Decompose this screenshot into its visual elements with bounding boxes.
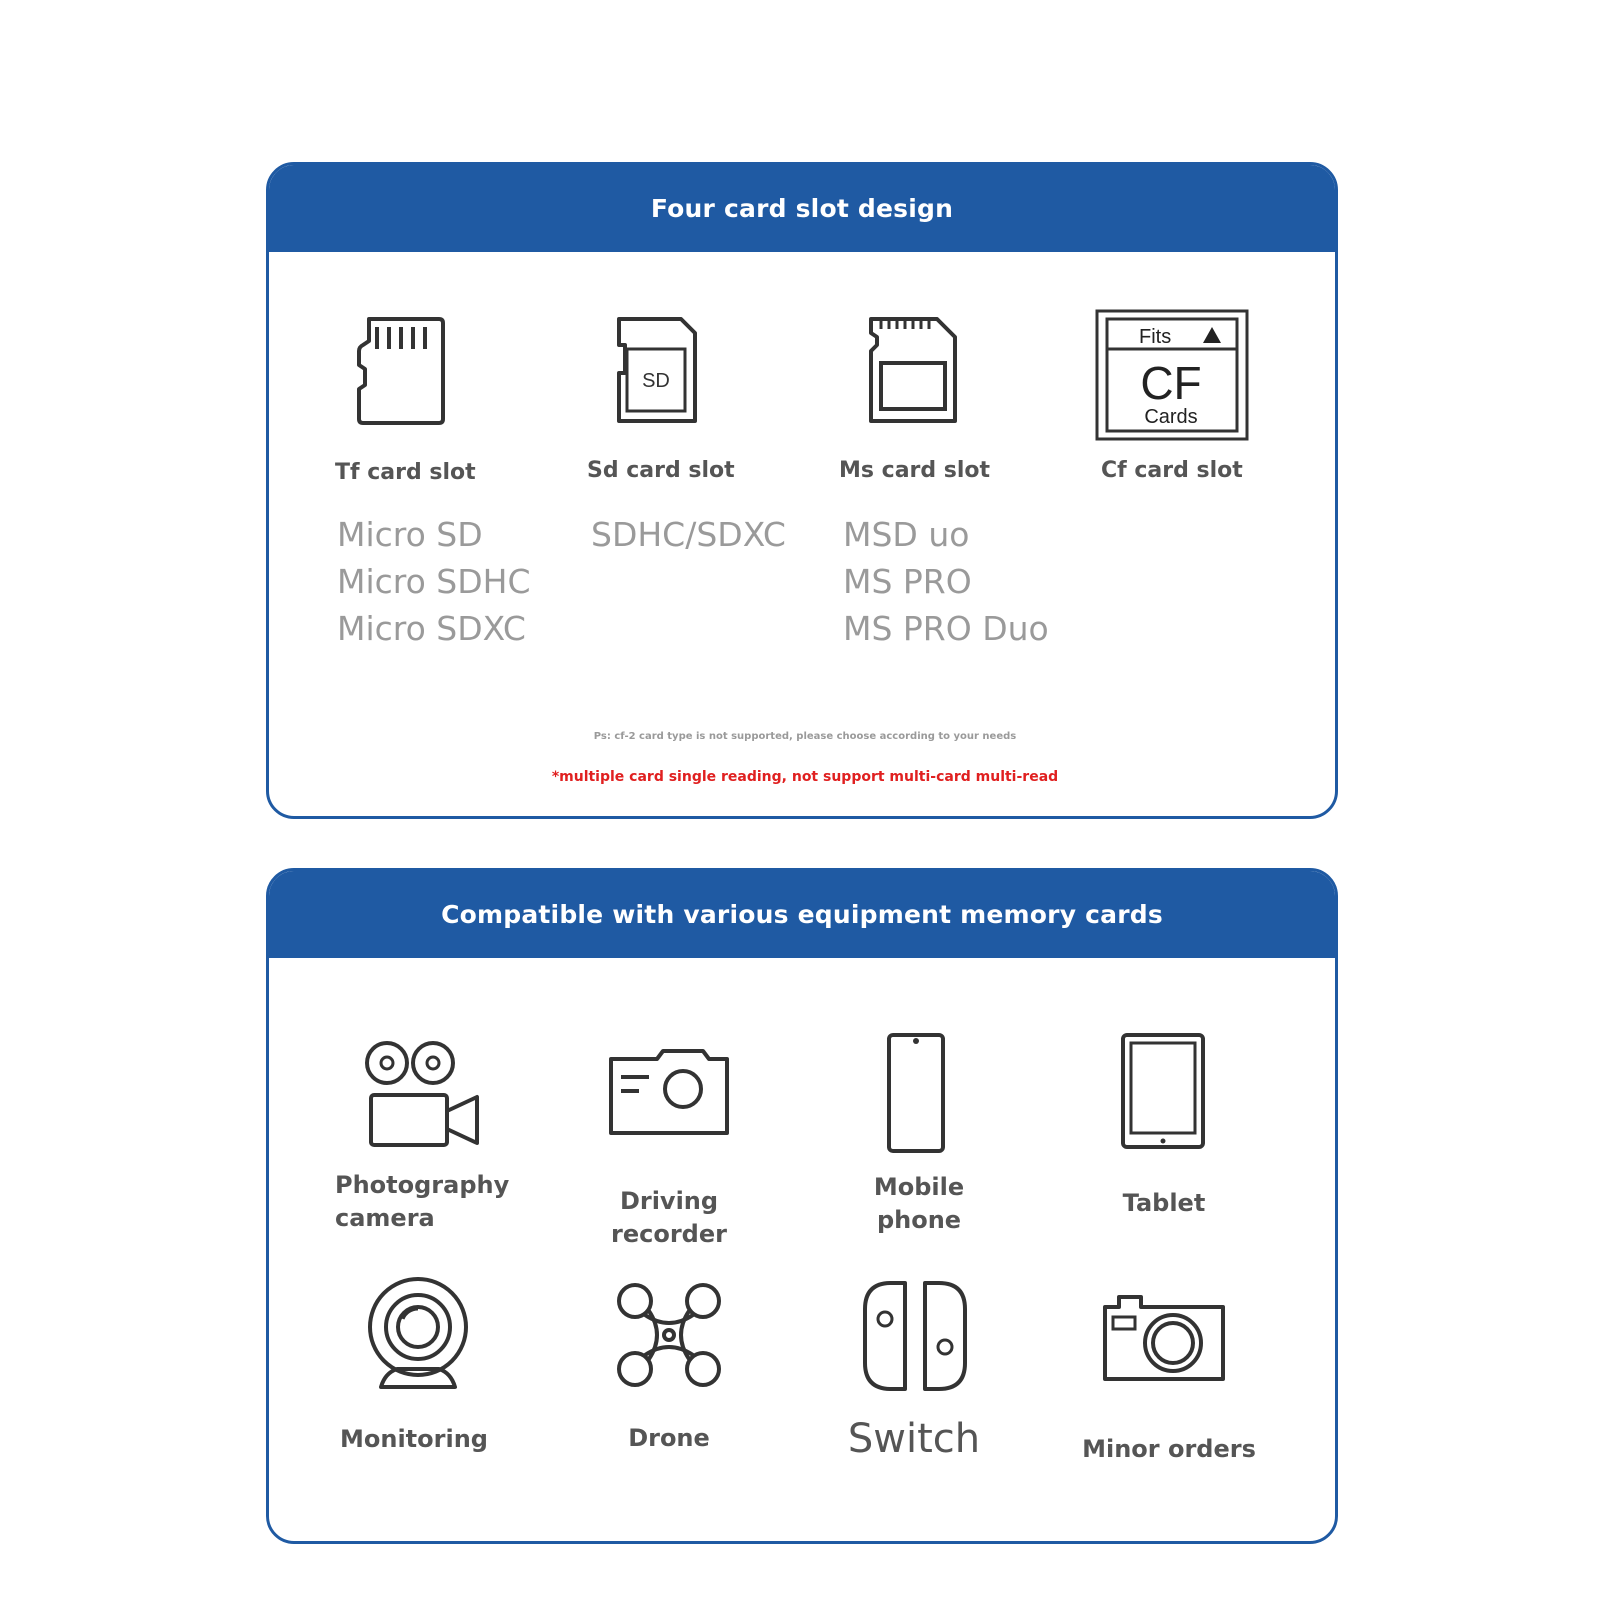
cf-icon-cf-text: CF [1140, 357, 1202, 409]
cf-card-icon [1095, 309, 1249, 441]
tablet-icon [1119, 1031, 1207, 1151]
cf-icon-fits-text: Fits [1139, 326, 1172, 348]
ms-type-list [843, 511, 1049, 652]
tf-type-item: Micro SDXC [337, 609, 526, 648]
ms-type-item: MS PRO [843, 562, 972, 601]
card-slot-panel [266, 162, 1338, 819]
tf-type-item: Micro SD [337, 515, 483, 554]
cf-slot-label: Cf card slot [1101, 458, 1243, 483]
switch-console-icon [861, 1279, 969, 1393]
sd-slot-label: Sd card slot [587, 458, 735, 483]
webcam-icon [363, 1275, 473, 1395]
cf2-note: Ps: cf-2 card type is not supported, please choose according to your needs [593, 731, 1017, 742]
sd-type-item: SDHC/SDXC [591, 515, 786, 554]
device-label-mobile-phone: Mobile phone [873, 1173, 965, 1234]
ms-card-icon [867, 315, 959, 425]
device-label-driving-recorder: Driving recorder [611, 1187, 727, 1248]
mobile-phone-icon [885, 1031, 947, 1155]
drone-icon [615, 1281, 723, 1389]
cf-icon-cards-text: Cards [1144, 406, 1198, 428]
micro-sd-card-icon [355, 315, 447, 427]
device-label-monitoring: Monitoring [340, 1425, 488, 1453]
multi-read-warning: *multiple card single reading, not support multi-card multi-read [551, 769, 1059, 785]
devices-panel [266, 868, 1338, 1544]
sd-type-list [591, 511, 786, 558]
sd-card-icon-text: SD [642, 370, 670, 392]
tf-slot-label: Tf card slot [335, 460, 476, 485]
ms-type-item: MSD uo [843, 515, 970, 554]
device-label-drone: Drone [628, 1424, 710, 1452]
dash-camera-icon [607, 1047, 731, 1137]
video-camera-icon [363, 1039, 483, 1151]
device-label-tablet: Tablet [1122, 1189, 1206, 1217]
device-label-photography-camera: Photography camera [335, 1171, 510, 1232]
tf-type-item: Micro SDHC [337, 562, 531, 601]
ms-slot-label: Ms card slot [839, 458, 991, 483]
tf-type-list [337, 511, 531, 652]
ms-type-item: MS PRO Duo [843, 609, 1049, 648]
sd-card-icon [615, 315, 699, 425]
device-label-minor-orders: Minor orders [1082, 1435, 1256, 1463]
device-label-switch: Switch [847, 1416, 981, 1462]
photo-camera-icon [1101, 1291, 1229, 1383]
card-slot-panel-title: Four card slot design [269, 165, 1335, 252]
devices-panel-title: Compatible with various equipment memory cards [269, 871, 1335, 958]
